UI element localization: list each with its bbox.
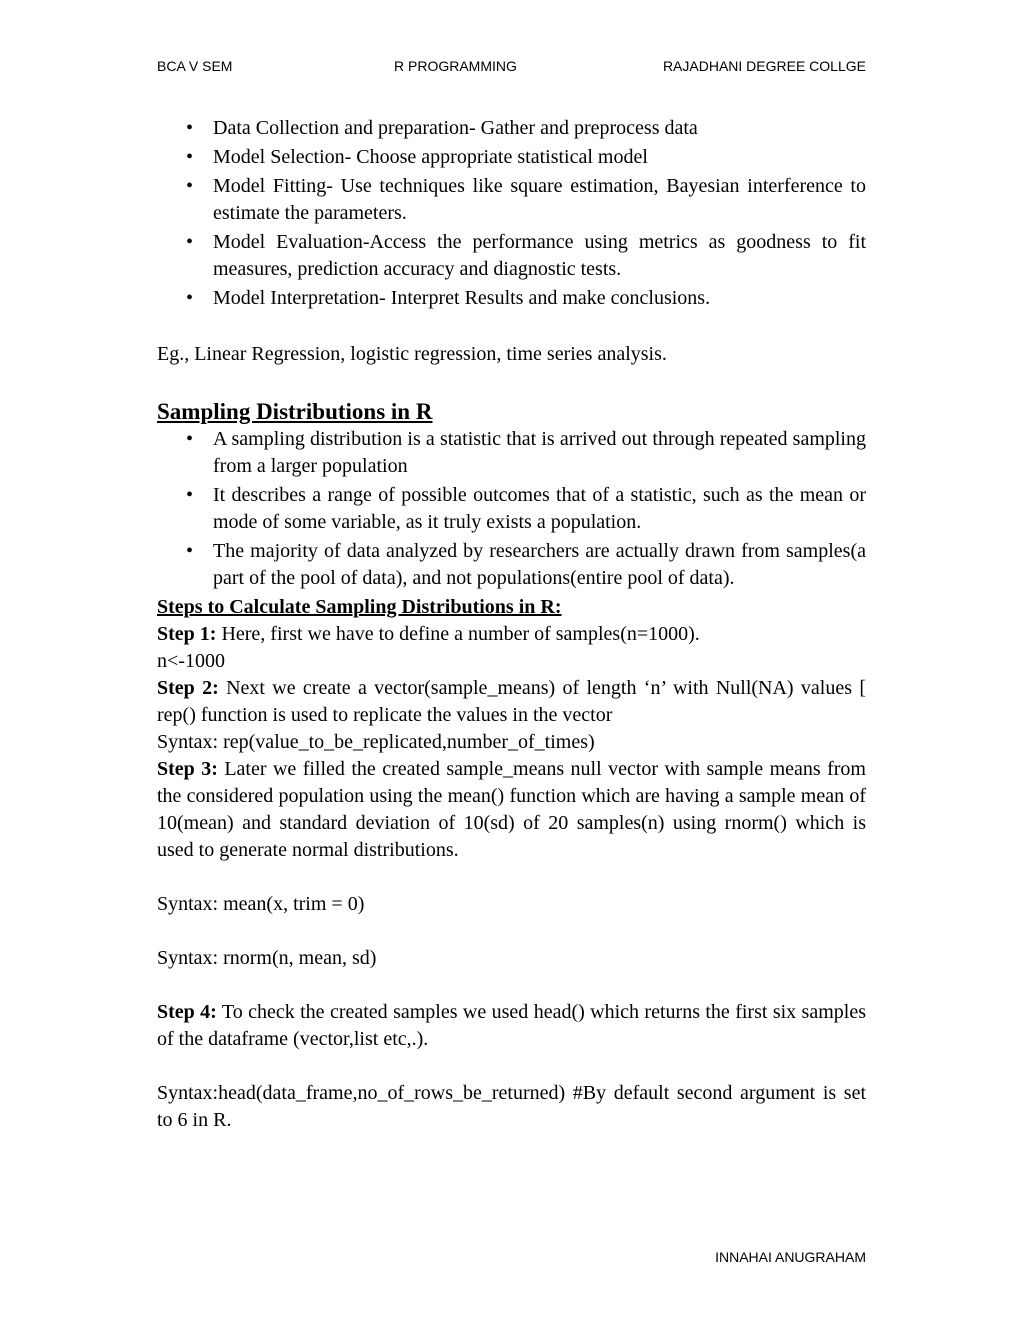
section-title: Sampling Distributions in R: [157, 399, 433, 424]
step-2: [157, 675, 866, 729]
page-content: [157, 115, 866, 1134]
header-subject: R PROGRAMMING: [394, 58, 517, 74]
header-course: BCA V SEM: [157, 58, 233, 74]
list-item: • The majority of data analyzed by researchers are actually drawn from samples(a part of the pool of data), and not populations(entire pool of data).: [157, 538, 866, 592]
syntax-mean: Syntax: mean(x, trim = 0): [157, 893, 365, 915]
step-text: Later we filled the created sample_means null vector with sample means from the considered population using the mean() function which are having a sample mean of 10(mean) and standard deviation of 10(sd) of 20 samples(n) using rnorm() which is used to generate normal distributions.: [157, 758, 866, 861]
syntax-head: Syntax:head(data_frame,no_of_rows_be_returned) #By default second argument is set to 6 in R.: [157, 1082, 866, 1131]
steps-subtitle: Steps to Calculate Sampling Distributions in R:: [157, 596, 562, 618]
step-label: Step 3:: [157, 758, 218, 780]
syntax-rnorm: Syntax: rnorm(n, mean, sd): [157, 947, 377, 969]
list-item: • Model Fitting- Use techniques like square estimation, Bayesian interference to estimate the parameters.: [157, 173, 866, 227]
step-text: Here, first we have to define a number of samples(n=1000).: [216, 623, 700, 645]
list-item: • It describes a range of possible outcomes that of a statistic, such as the mean or mode of some variable, as it truly exists a population.: [157, 482, 866, 536]
step-label: Step 2:: [157, 677, 219, 699]
example-line: Eg., Linear Regression, logistic regression, time series analysis.: [157, 343, 667, 365]
step-2-syntax: Syntax: rep(value_to_be_replicated,number_of_times): [157, 731, 595, 753]
list-item: • Model Selection- Choose appropriate statistical model: [157, 144, 866, 171]
list-item: • Model Interpretation- Interpret Results and make conclusions.: [157, 285, 866, 312]
step-text: Next we create a vector(sample_means) of length ‘n’ with Null(NA) values [ rep() function is used to replicate the values in the vector: [157, 677, 866, 726]
modeling-steps-list: [157, 115, 866, 312]
page-footer: INNAHAI ANUGRAHAM: [715, 1249, 866, 1265]
list-item: • A sampling distribution is a statistic that is arrived out through repeated sampling from a larger population: [157, 426, 866, 480]
list-item: • Model Evaluation-Access the performance using metrics as goodness to fit measures, prediction accuracy and diagnostic tests.: [157, 229, 866, 283]
sampling-bullets: [157, 426, 866, 592]
header-college: RAJADHANI DEGREE COLLGE: [662, 58, 866, 74]
step-1: [157, 621, 866, 648]
step-label: Step 1:: [157, 623, 217, 645]
step-label: Step 4:: [157, 1001, 217, 1023]
step-4: [157, 999, 866, 1053]
list-item: • Data Collection and preparation- Gather and preprocess data: [157, 115, 866, 142]
step-3: [157, 756, 866, 864]
step-text: To check the created samples we used head() which returns the first six samples of the dataframe (vector,list etc,.).: [157, 1001, 866, 1050]
step-1-code: n<-1000: [157, 650, 225, 672]
page-header: [157, 58, 866, 76]
